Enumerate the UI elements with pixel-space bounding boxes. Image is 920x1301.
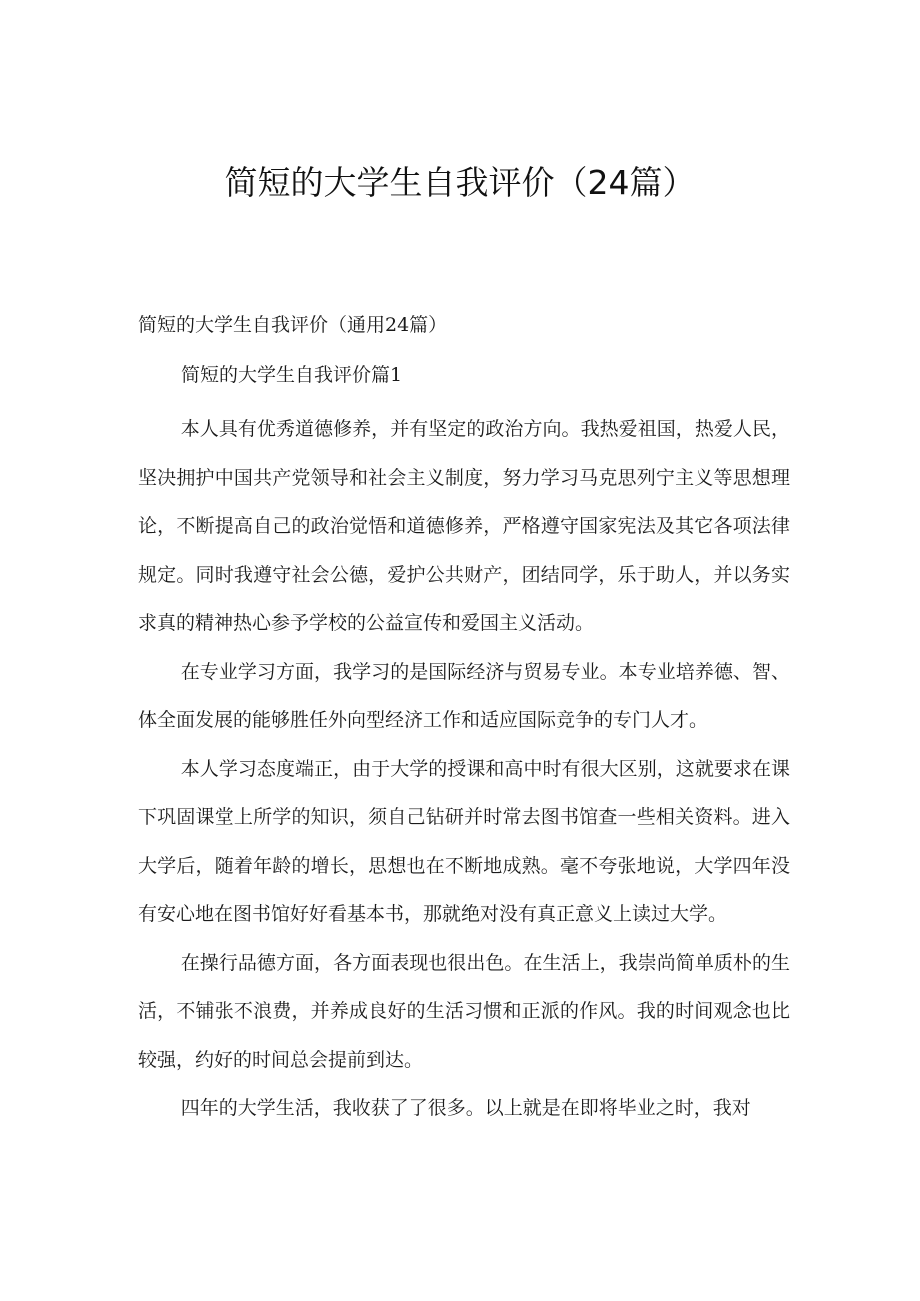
document-subtitle: 简短的大学生自我评价（通用24篇）	[138, 314, 448, 336]
paragraph: 四年的大学生活，我收获了了很多。以上就是在即将毕业之时，我对	[180, 1097, 751, 1119]
section-heading: 简短的大学生自我评价篇1	[181, 364, 403, 386]
document-title: 简短的大学生自我评价（24篇）	[224, 163, 696, 202]
paragraph: 在专业学习方面，我学习的是国际经济与贸易专业。本专业培养德、智、体全面发展的能够胜任外向型经济工作和适应国际竞争的专门人才。	[138, 660, 790, 731]
paragraph: 本人学习态度端正，由于大学的授课和高中时有很大区别，这就要求在课下巩固课堂上所学的知识，须自己钻研并时常去图书馆查一些相关资料。进入大学后，随着年龄的增长，思想也在不断地成熟。毫不夸张地说，大学四年没有安心地在图书馆好好看基本书，那就绝对没有真正意义上读过大学。	[138, 757, 790, 925]
paragraph: 在操行品德方面，各方面表现也很出色。在生活上，我崇尚简单质朴的生活，不铺张不浪费，并养成良好的生活习惯和正派的作风。我的时间观念也比较强，约好的时间总会提前到达。	[138, 951, 790, 1071]
document-body	[138, 405, 790, 1133]
paragraph: 本人具有优秀道德修养，并有坚定的政治方向。我热爱祖国，热爱人民，坚决拥护中国共产党领导和社会主义制度，努力学习马克思列宁主义等思想理论，不断提高自己的政治觉悟和道德修养，严格遵守国家宪法及其它各项法律规定。同时我遵守社会公德，爱护公共财产，团结同学，乐于助人，并以务实求真的精神热心参予学校的公益宣传和爱国主义活动。	[138, 418, 790, 634]
